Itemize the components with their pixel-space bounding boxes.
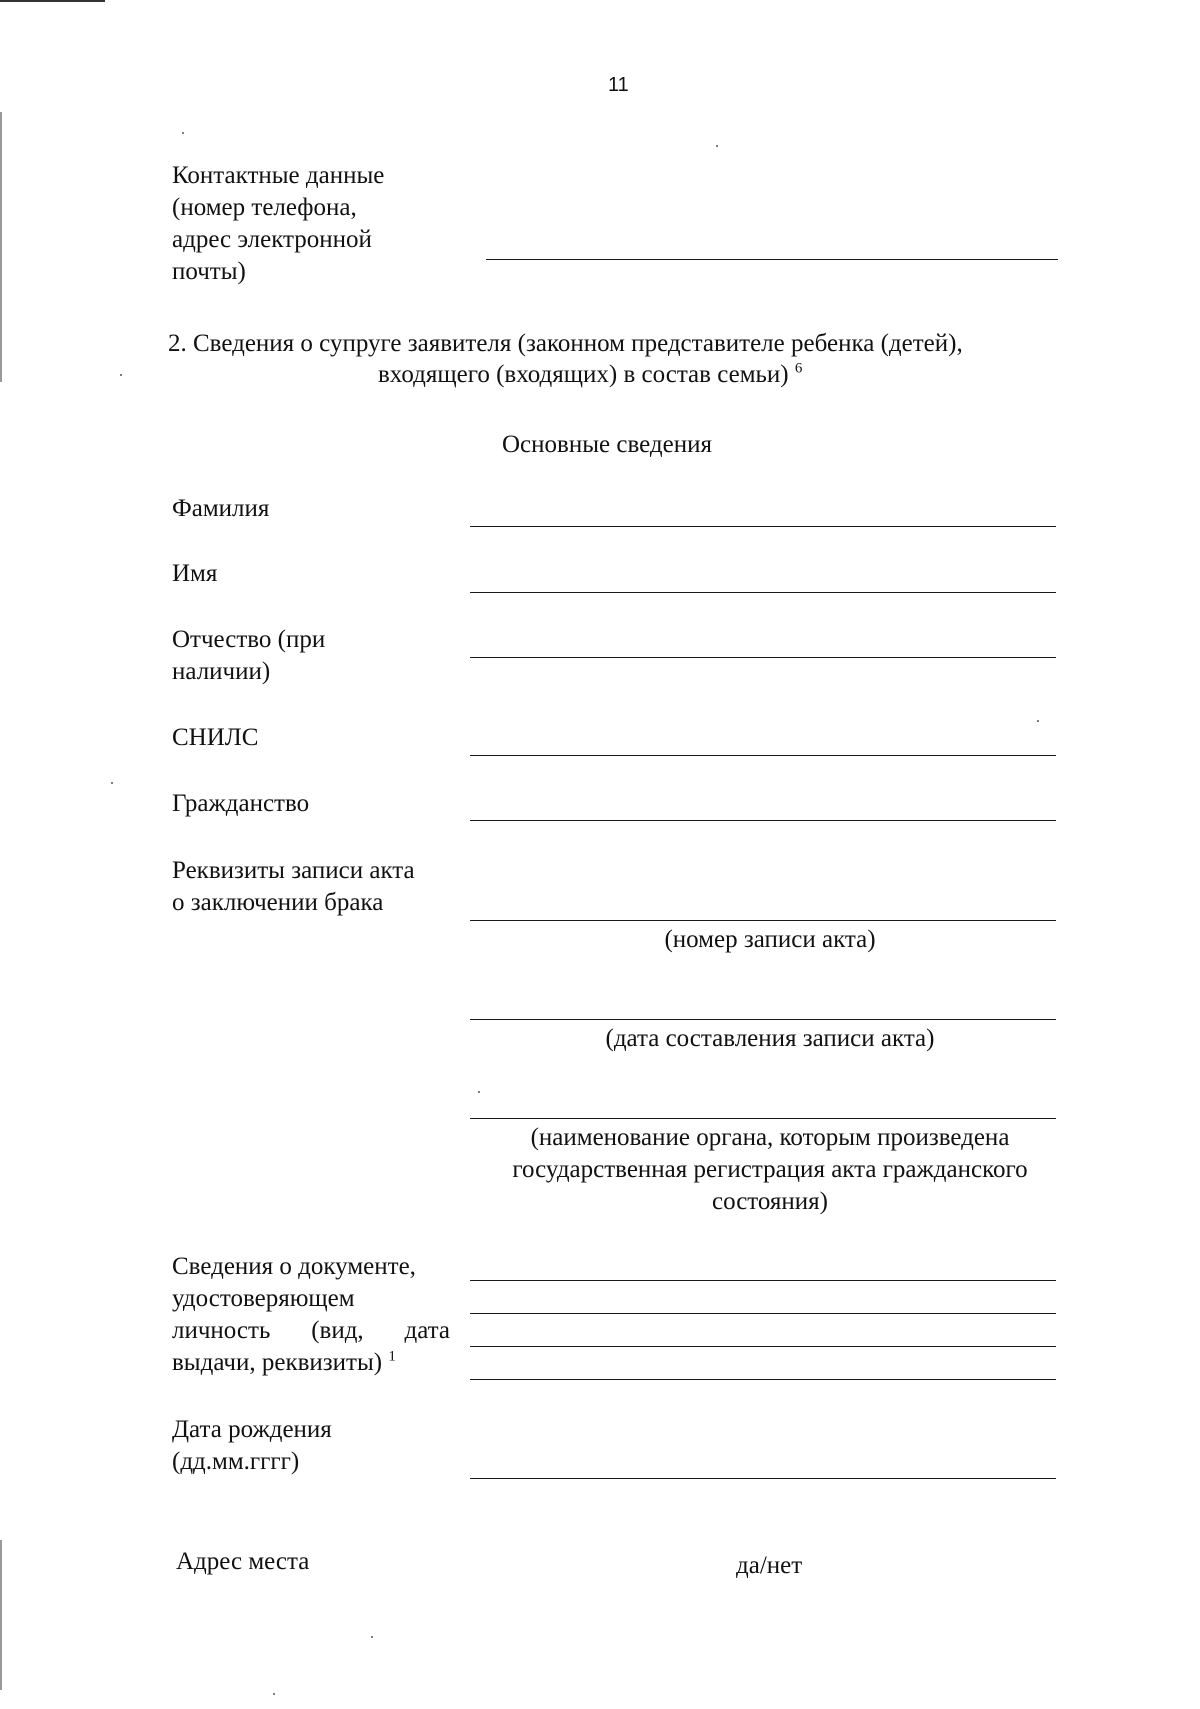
patronymic-label [172, 624, 325, 688]
patronymic-field[interactable] [470, 657, 1056, 658]
identity-document-field[interactable] [470, 1280, 1056, 1281]
record-number-field[interactable] [470, 920, 1056, 921]
marriage-record-label-line: о заключении брака [172, 889, 384, 916]
scan-speck [120, 374, 122, 376]
patronymic-label-line: Отчество (при [172, 626, 326, 653]
footnote-marker: 6 [794, 360, 803, 377]
footnote-marker: 1 [388, 1348, 396, 1365]
surname-field[interactable] [470, 526, 1056, 527]
contact-label-line: (номер телефона, [172, 194, 357, 221]
subsection-title: Основные сведения [502, 431, 712, 458]
scan-speck [182, 132, 184, 134]
name-label: Имя [172, 560, 218, 587]
birth-date-label [172, 1414, 332, 1478]
identity-doc-label-text: выдачи, реквизиты) [172, 1349, 383, 1376]
address-label: Адрес места [176, 1548, 310, 1575]
patronymic-label-line: наличии) [172, 658, 271, 685]
section-heading-text: входящего (входящих) в состав семьи) [378, 361, 789, 388]
birth-date-label-line: Дата рождения [172, 1416, 332, 1443]
contact-label-line: адрес электронной [172, 226, 372, 253]
scan-edge-mark [0, 112, 2, 382]
snils-field[interactable] [470, 755, 1056, 756]
identity-doc-label-line: Сведения о документе, [172, 1253, 416, 1280]
scan-edge-mark [0, 0, 105, 2]
name-field[interactable] [470, 592, 1056, 593]
birth-date-field[interactable] [470, 1478, 1056, 1479]
citizenship-field[interactable] [470, 820, 1056, 821]
registry-authority-caption [460, 1122, 1080, 1218]
record-date-field[interactable] [470, 1019, 1056, 1020]
registry-authority-field[interactable] [470, 1118, 1056, 1119]
scan-speck [716, 145, 718, 147]
identity-document-field[interactable] [470, 1379, 1056, 1380]
birth-date-label-line: (дд.мм.гггг) [172, 1448, 300, 1475]
scan-speck [478, 1091, 480, 1093]
section-heading-line2 [378, 359, 802, 391]
identity-document-label [172, 1251, 450, 1379]
registry-authority-caption-line: (наименование органа, которым произведена [530, 1124, 1010, 1151]
yes-no-option[interactable]: да/нет [736, 1552, 803, 1579]
contact-data-field[interactable] [486, 259, 1058, 260]
contact-data-label [172, 160, 384, 288]
contact-label-line: почты) [172, 258, 246, 285]
record-date-caption: (дата составления записи акта) [605, 1025, 935, 1052]
snils-label: СНИЛС [172, 724, 259, 751]
identity-doc-label-line [172, 1347, 450, 1379]
registry-authority-caption-line: состояния) [711, 1188, 828, 1215]
identity-doc-label-line: удостоверяющем [172, 1285, 355, 1312]
citizenship-label: Гражданство [172, 790, 310, 817]
page-number: 11 [608, 74, 629, 96]
scan-speck [273, 1693, 275, 1695]
marriage-record-label-line: Реквизиты записи акта [172, 857, 415, 884]
scan-edge-mark [0, 1540, 2, 1690]
identity-document-field[interactable] [470, 1313, 1056, 1314]
record-number-caption: (номер записи акта) [664, 926, 876, 953]
registry-authority-caption-line: государственная регистрация акта гражданского [512, 1156, 1028, 1183]
scan-speck [1037, 720, 1039, 722]
contact-label-line: Контактные данные [172, 162, 385, 189]
surname-label: Фамилия [172, 495, 270, 522]
identity-doc-label-line: личность (вид, дата [172, 1317, 450, 1344]
scan-speck [371, 1636, 373, 1638]
section-heading-line1: 2. Сведения о супруге заявителя (законном представителе ребенка (детей), [168, 330, 963, 357]
identity-document-field[interactable] [470, 1346, 1056, 1347]
marriage-record-label [172, 855, 415, 919]
scan-speck [111, 782, 113, 784]
